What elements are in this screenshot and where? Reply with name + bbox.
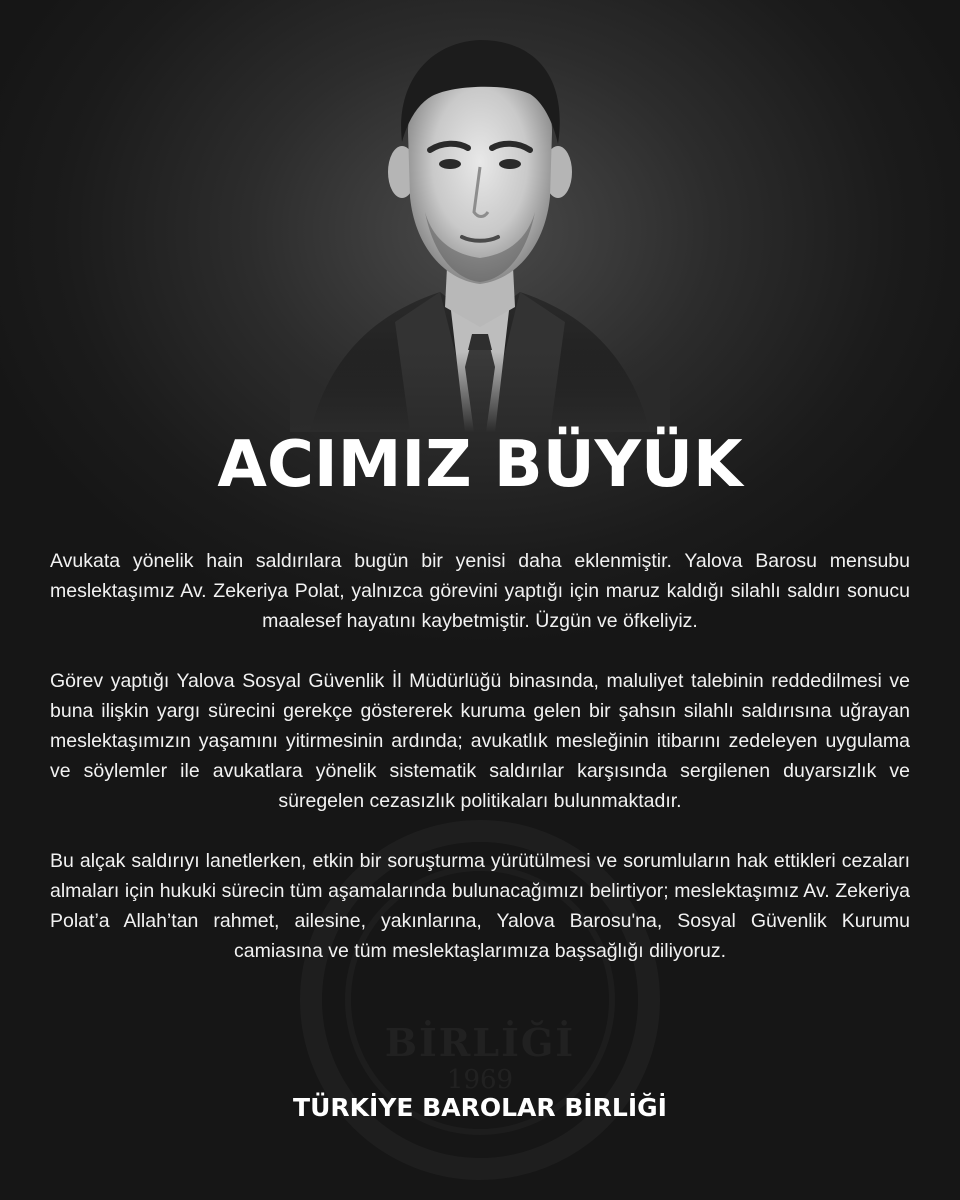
statement-paragraph: Bu alçak saldırıyı lanetlerken, etkin bir soruşturma yürütülmesi ve sorumluların hak ettikleri cezaları almaları için hukuki sürecin tüm aşamalarında bulunacağımızı belirtiyor; meslektaşımız Av. Zekeriya Polat’a Allah’tan rahmet, ailesine, yakınlarına, Yalova Barosu'na, Sosyal Güvenlik Kurumu camiasına ve tüm meslektaşlarımıza başsağlığı diliyoruz. xyxy=(50,850,910,962)
seal-watermark-text: BİRLİĞİ xyxy=(384,1020,576,1065)
seal-watermark-year: 1969 xyxy=(446,1065,514,1095)
headline: ACIMIZ BÜYÜK xyxy=(217,428,743,502)
statement-paragraph: Avukata yönelik hain saldırılara bugün bir yenisi daha eklenmiştir. Yalova Barosu mensubu meslektaşımız Av. Zekeriya Polat, yalnızca görevini yaptığı için maruz kaldığı silahlı saldırı sonucu maalesef hayatını kaybetmiştir. Üzgün ve öfkeliyiz. xyxy=(50,550,910,632)
statement-body xyxy=(50,546,910,996)
organization-signature: TÜRKİYE BAROLAR BİRLİĞİ xyxy=(293,1093,667,1122)
portrait-photo xyxy=(290,22,670,432)
statement-paragraph: Görev yaptığı Yalova Sosyal Güvenlik İl Müdürlüğü binasında, maluliyet talebinin reddedilmesi ve buna ilişkin yargı sürecini gerekçe göstererek kuruma gelen bir şahsın silahlı saldırısına uğrayan meslektaşımızın yaşamını yitirmesinin ardında; avukatlık mesleğinin itibarını zedeleyen uygulama ve söylemler ile avukatlara yönelik sistematik saldırılar karşısında sergilenen duyarsızlık ve süregelen cezasızlık politikaları bulunmaktadır. xyxy=(50,670,910,812)
